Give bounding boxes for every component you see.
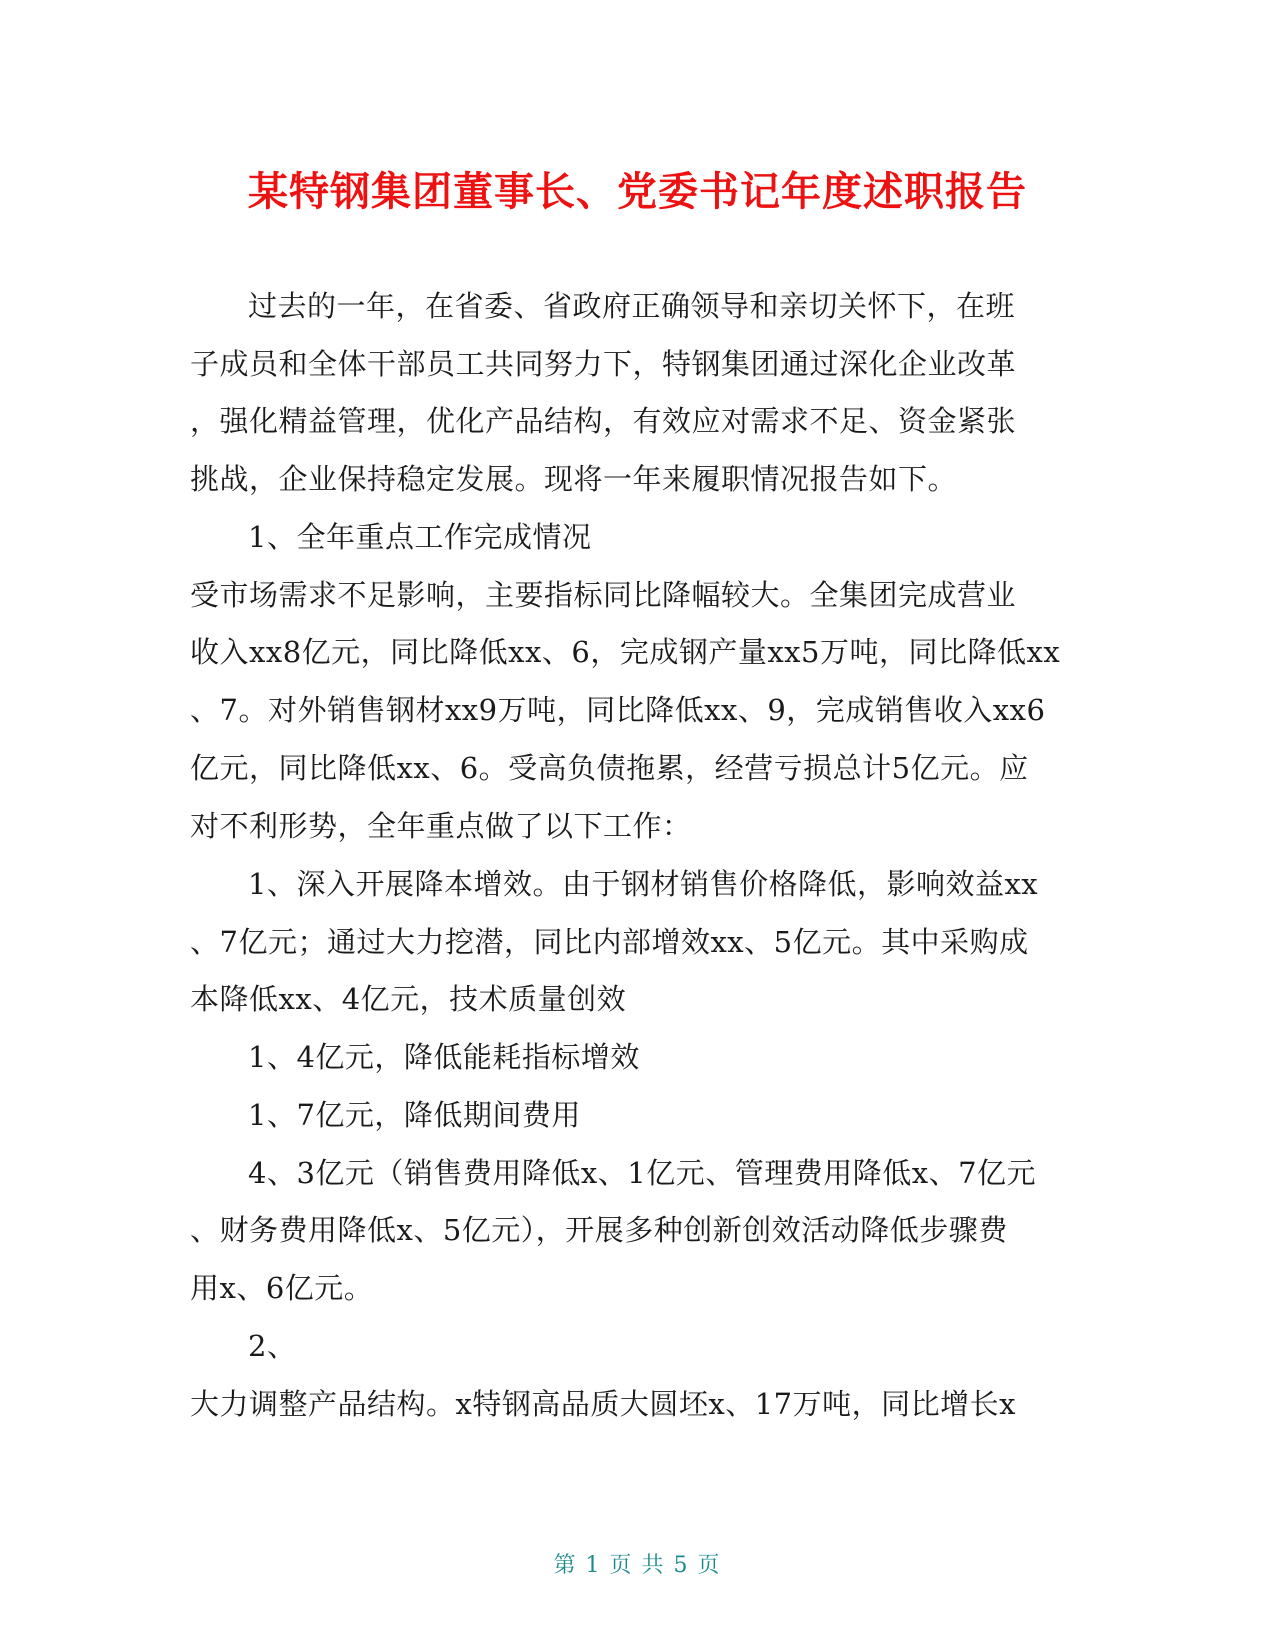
footer-label-di: 第 [553, 1553, 578, 1578]
body-line: 4、3亿元（销售费用降低x、1亿元、管理费用降低x、7亿元 [248, 1156, 1037, 1190]
body-line: 子成员和全体干部员工共同努力下，特钢集团通过深化企业改革 [190, 347, 1017, 381]
body-line: 受市场需求不足影响，主要指标同比降幅较大。全集团完成营业 [190, 578, 1017, 612]
body-line: ，强化精益管理，优化产品结构，有效应对需求不足、资金紧张 [190, 404, 1017, 438]
body-line: 本降低xx、4亿元，技术质量创效 [190, 982, 627, 1016]
body-line: 大力调整产品结构。x特钢高品质大圆坯x、17万吨，同比增长x [190, 1387, 1016, 1421]
body-line: 1、7亿元，降低期间费用 [248, 1098, 581, 1132]
body-line: 1、4亿元，降低能耗指标增效 [248, 1040, 640, 1074]
footer-label-gong: 共 [641, 1553, 666, 1578]
footer-total-pages: 5 [673, 1553, 690, 1578]
body-line: 1、深入开展降本增效。由于钢材销售价格降低，影响效益xx [248, 867, 1039, 901]
footer-label-ye2: 页 [697, 1553, 722, 1578]
body-line: 、7亿元；通过大力挖潜，同比内部增效xx、5亿元。其中采购成 [190, 925, 1029, 959]
body-line: 过去的一年，在省委、省政府正确领导和亲切关怀下，在班 [248, 289, 1016, 323]
body-line: 收入xx8亿元，同比降低xx、6，完成钢产量xx5万吨，同比降低xx [190, 635, 1061, 669]
page-footer [0, 1548, 1275, 1579]
body-line: 对不利形势，全年重点做了以下工作： [190, 809, 692, 843]
body-line: 亿元，同比降低xx、6。受高负债拖累，经营亏损总计5亿元。应 [190, 751, 1029, 785]
body-line: 、7。对外销售钢材xx9万吨，同比降低xx、9，完成销售收入xx6 [190, 693, 1046, 727]
body-line: 用x、6亿元。 [190, 1271, 374, 1305]
footer-label-ye: 页 [609, 1553, 634, 1578]
section-heading: 1、全年重点工作完成情况 [248, 520, 592, 554]
document-title: 某特钢集团董事长、党委书记年度述职报告 [248, 169, 1027, 215]
section-heading: 2、 [248, 1329, 297, 1363]
footer-current-page: 1 [585, 1553, 602, 1578]
body-line: 、财务费用降低x、5亿元），开展多种创新创效活动降低步骤费 [190, 1213, 1008, 1247]
body-line: 挑战，企业保持稳定发展。现将一年来履职情况报告如下。 [190, 462, 958, 496]
